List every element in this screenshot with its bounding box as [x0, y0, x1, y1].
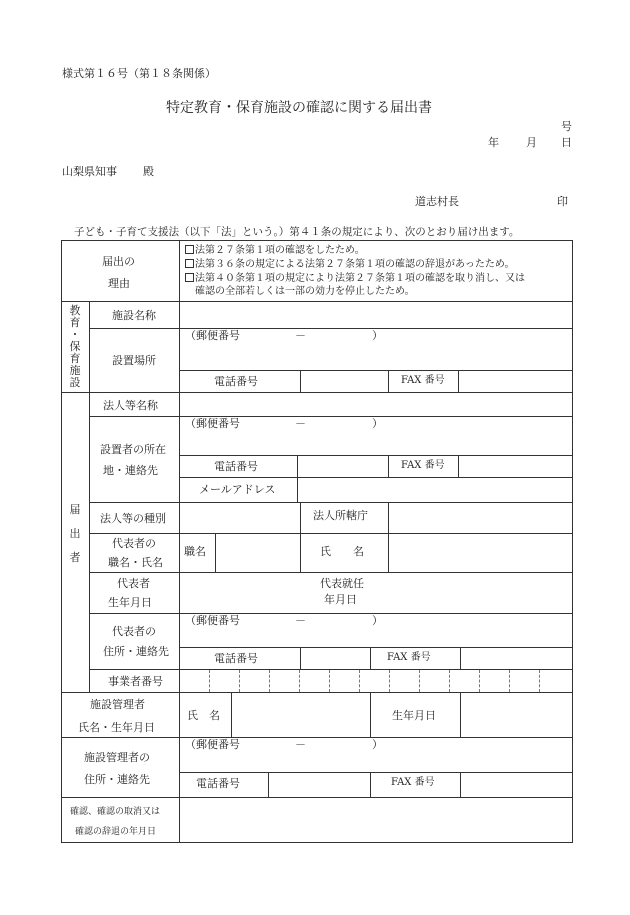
rep-birth-label-line2: 生年月日: [108, 596, 152, 609]
manager-birth-label: 生年月日: [392, 709, 436, 722]
sender-name: 道志村長: [415, 195, 459, 208]
notifier-fax-label: FAX 番号: [401, 460, 445, 471]
manager-label-line1: 施設管理者: [90, 698, 145, 711]
reason-option-1[interactable]: 法第２７条第１項の確認をしたため。: [185, 245, 365, 256]
facility-location-label: 設置場所: [112, 354, 156, 367]
checkbox-icon[interactable]: [185, 259, 194, 268]
reason-option-3[interactable]: 法第４０条第１項の規定により法第２７条第１項の確認を取り消し、又は: [185, 273, 525, 284]
manager-fax-label: FAX 番号: [391, 777, 435, 788]
addressee: 山梨県知事: [62, 165, 117, 178]
manager-name-label: 氏 名: [187, 709, 220, 722]
facility-phone-label: 電話番号: [214, 375, 258, 388]
seal-mark: 印: [557, 195, 568, 208]
corp-name-label: 法人等名称: [103, 399, 158, 412]
manager-address-label-line1: 施設管理者の: [84, 751, 150, 764]
form-number: 様式第１６号（第１８条関係）: [62, 67, 216, 80]
notifier-phone-label: 電話番号: [214, 460, 258, 473]
facility-fax-label: FAX 番号: [401, 375, 445, 386]
number-label: 号: [561, 120, 572, 133]
rep-name-label: 氏 名: [320, 545, 364, 558]
facility-name-label: 施設名称: [112, 309, 156, 322]
page-title: 特定教育・保育施設の確認に関する届出書: [166, 100, 432, 116]
month-label: 月: [526, 136, 537, 149]
notifier-email-label: メールアドレス: [199, 483, 276, 496]
dates-label-line1: 確認、確認の取消又は: [70, 807, 161, 817]
business-number-label: 事業者番号: [108, 675, 163, 688]
rep-start-label-line1: 代表就任: [320, 577, 364, 590]
corp-type-label: 法人等の種別: [100, 512, 166, 525]
rep-address-label-line2: 住所・連絡先: [103, 645, 169, 658]
rep-address-label-line1: 代表者の: [112, 625, 156, 638]
rep-position-label: 職名: [184, 545, 206, 558]
rep-phone-label: 電話番号: [214, 652, 258, 665]
notifier-postal-label: （郵便番号 － ）: [185, 417, 383, 430]
honorific: 殿: [143, 165, 154, 178]
reason-option-2[interactable]: 法第３６条の規定による法第２７条第１項の確認の辞退があったため。: [185, 259, 515, 270]
checkbox-icon[interactable]: [185, 273, 194, 282]
facility-postal-label: （郵便番号 － ）: [185, 329, 383, 342]
facility-section-label: 教 育 ・ 保 育 施 設: [69, 304, 81, 389]
manager-label-line2: 氏名・生年月日: [78, 721, 155, 734]
rep-birth-label-line1: 代表者: [117, 577, 150, 590]
checkbox-icon[interactable]: [185, 245, 194, 254]
jurisdiction-label: 法人所轄庁: [313, 509, 368, 522]
manager-phone-label: 電話番号: [196, 777, 240, 790]
rep-fax-label: FAX 番号: [387, 652, 431, 663]
reason-label-line1: 届出の: [102, 255, 135, 268]
rep-postal-label: （郵便番号 － ）: [185, 614, 383, 627]
notifier-address-label-line1: 設置者の所在: [100, 443, 166, 456]
reason-option-3-continued: 確認の全部若しくは一部の効力を停止したため。: [195, 286, 415, 297]
day-label: 日: [561, 136, 572, 149]
notifier-address-label-line2: 地・連絡先: [103, 464, 158, 477]
notifier-section-label: 届 出 者: [69, 503, 81, 564]
intro-text: 子ども・子育て支援法（以下「法」という。）第４１条の規定により、次のとおり届け出ます。: [74, 226, 520, 238]
dates-label-line2: 確認の辞退の年月日: [75, 827, 157, 837]
rep-start-label-line2: 年月日: [324, 593, 357, 606]
rep-label-line1: 代表者の: [112, 537, 156, 550]
rep-label-line2: 職名・氏名: [108, 556, 163, 569]
reason-label-line2: 理由: [108, 277, 130, 290]
year-label: 年: [488, 136, 499, 149]
manager-address-label-line2: 住所・連絡先: [84, 773, 150, 786]
manager-postal-label: （郵便番号 － ）: [185, 738, 383, 751]
